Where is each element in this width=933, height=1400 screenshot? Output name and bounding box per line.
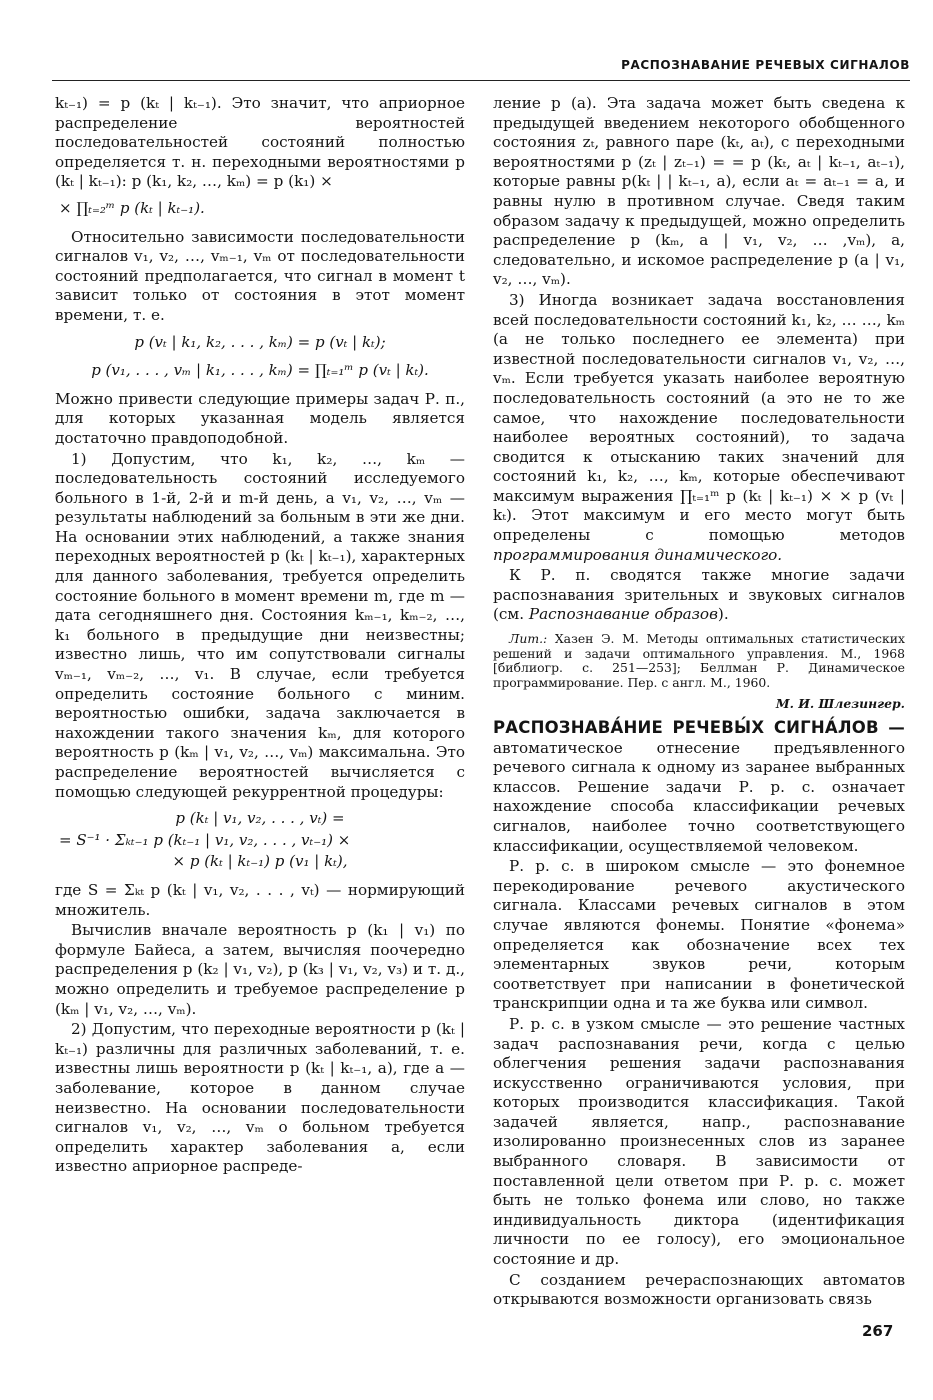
cross-reference-link[interactable]: Распознавание образов [528,605,718,624]
paragraph: kₜ₋₁) = p (kₜ | kₜ₋₁). Это значит, что априорное распределение вероятностей последовательностей состояний полностью определяется т. н. переходными вероятностями p (kₜ | kₜ₋₁): p (k₁, k₂, …, kₘ) = p (k₁) × [55,94,465,191]
paragraph: 1) Допустим, что k₁, k₂, …, kₘ — последовательность состояний исследуемого больного в 1-й, 2-й и m-й день, а v₁, v₂, …, vₘ — результаты наблюдений за больным в эти же дни. На основании этих наблюдений, а также знания переходных вероятностей p (kₜ | kₜ₋₁), характерных для данного заболевания, требуется определить состояние больного в момент времени m, где m — дата сегодняшнего дня. Состояния kₘ₋₁, kₘ₋₂, …, k₁ больного в предыдущие дни неизвестны; известно лишь, что им сопутствовали сигналы vₘ₋₁, vₘ₋₂, …, v₁. В случае, если требуется определить состояние больного с миним. вероятностью ошибки, задача заключается в нахождении такого значения kₘ, для которого вероятность p (kₘ | v₁, v₂, …, vₘ) максимальна. Это распределение вероятностей вычисляется с помощью следующей рекуррентной процедуры: [55,449,465,801]
paragraph: где S = Σₖₜ p (kₜ | v₁, v₂, . . . , vₜ) — нормирующий множитель. [55,880,465,919]
left-column [55,94,465,1178]
article-author: М. И. Шлезингер. [775,696,905,712]
entry-title: РАСПОЗНАВА́НИЕ РЕЧЕВЫ́Х СИГНА́ЛОВ — [493,718,905,737]
entry-paragraph [493,718,905,856]
formula: × ∏ₜ₌₂ᵐ p (kₜ | kₜ₋₁). [59,198,205,217]
paragraph: Относительно зависимости последовательности сигналов v₁, v₂, …, vₘ₋₁, vₘ от последовательности состояний предполагается, что сигнал в момент t зависит только от состояния в этот момент времени, т. е. [55,227,465,324]
paragraph: Р. р. с. в узком смысле — это решение частных задач распознавания речи, когда с целью облегчения решения задачи распознавания искусственно ограничиваются условия, при которых производится классификация. Такой задачей является, напр., распознавание изолированно произнесенных слов из заранее выбранного словаря. В зависимости от поставленной цели ответом при Р. р. с. может быть не только фонема или слово, но также индивидуальность диктора (идентификация личности по ее голосу), его эмоциональное состояние и др. [493,1014,905,1269]
paragraph-text: К Р. п. сводятся также многие задачи распознавания зрительных и звуковых сигналов (см. [493,566,905,624]
formula: p (vₜ | k₁, k₂, . . . , kₘ) = p (vₜ | kₜ); [134,332,386,351]
literature-text: Хазен Э. М. Методы оптимальных статистических решений и задачи оптимального управления. М., 1968 [библиогр. с. 251—253]; Беллман Р. Динамическое программирование. Пер. с англ. М., 1960. [493,631,905,690]
formula: p (kₜ | v₁, v₂, . . . , vₜ) = [175,809,345,828]
cross-reference-link[interactable]: программирования динамического. [493,545,783,564]
paragraph: 2) Допустим, что переходные вероятности p (kₜ | kₜ₋₁) различны для различных заболеваний, т. е. известны лишь вероятности p (kₜ | kₜ₋₁, a), где a — заболевание, которое в данном случае неизвестно. На основании последовательности сигналов v₁, v₂, …, vₘ о больном требуется определить характер заболевания a, если известно априорное распреде- [55,1020,465,1176]
paragraph: ление p (a). Эта задача может быть сведена к предыдущей введением некоторого обобщенного состояния zₜ, равного паре (kₜ, aₜ), с переходными вероятностями p (zₜ | zₜ₋₁) = = p (kₜ, aₜ | kₜ₋₁, aₜ₋₁), которые равны p(kₜ | | kₜ₋₁, a), если aₜ = aₜ₋₁ = a, и равны нулю в противном случае. Сведя таким образом задачу к предыдущей, можно определить распределение p (kₘ, a | v₁, v₂, … ,vₘ), а, следовательно, и искомое распределение p (a | v₁, v₂, …, vₘ). [493,94,905,289]
paragraph: Вычислив вначале вероятность p (k₁ | v₁) по формуле Байеса, а затем, вычисляя поочередно распределения p (k₂ | v₁, v₂), p (k₃ | v₁, v₂, v₃) и т. д., можно определить и требуемое распределение p (kₘ | v₁, v₂, …, vₘ). [55,921,465,1018]
running-header: РАСПОЗНАВАНИЕ РЕЧЕВЫХ СИГНАЛОВ [621,58,910,72]
paragraph [493,566,905,625]
paragraph: Можно привести следующие примеры задач Р. п., для которых указанная модель является достаточно правдоподобной. [55,389,465,447]
paragraph: С созданием речераспознающих автоматов открываются возможности организовать связь [493,1270,905,1309]
paragraph: Р. р. с. в широком смысле — это фонемное перекодирование речевого акустического сигнала. Классами речевых сигналов в этом случае являются фонемы. Понятие «фонема» определяется как обозначение всех тех элементарных звуков речи, которым соответствует при написании в фонетической транскрипции одна и та же буква или символ. [493,857,905,1013]
literature-block [493,632,905,690]
paragraph [493,291,905,565]
header-rule [52,80,910,81]
paragraph-text: 3) Иногда возникает задача восстановления всей последовательности состояний k₁, k₂, … …, kₘ (а не только последнего ее элемента) при известной последовательности сигналов v₁, v₂, …, vₘ. Если требуется указать наиболее вероятную последовательность состояний (а это не то же самое, что нахождение последовательности наиболее вероятных состояний), то задача сводится к отысканию таких значений для состояний k₁, k₂, …, kₘ, которые обеспечивают максимум выражения ∏ₜ₌₁ᵐ p (kₜ | kₜ₋₁) × × p (vₜ | kₜ). Этот максимум и его место могут быть определены с помощью методов [493,290,905,545]
page-number: 267 [862,1322,894,1340]
right-column [493,94,905,1311]
formula: p (v₁, . . . , vₘ | k₁, . . . , kₘ) = ∏ₜ₌₁ᵐ p (vₜ | kₜ). [91,361,429,380]
literature-label: Лит.: [509,631,548,647]
paragraph-text: ). [717,605,729,624]
formula: = S⁻¹ · Σₖₜ₋₁ p (kₜ₋₁ | v₁, v₂, . . . , vₜ₋₁) × [59,830,351,849]
entry-definition: автоматическое отнесение предъявленного речевого сигнала к одному из заранее выбранных классов. Решение задачи Р. р. с. означает нахождение способа классификации речевых сигналов, наиболее точно соответствующего классификации, осуществляемой человеком. [493,738,905,855]
formula: × p (kₜ | kₜ₋₁) p (v₁ | kₜ), [172,852,348,871]
